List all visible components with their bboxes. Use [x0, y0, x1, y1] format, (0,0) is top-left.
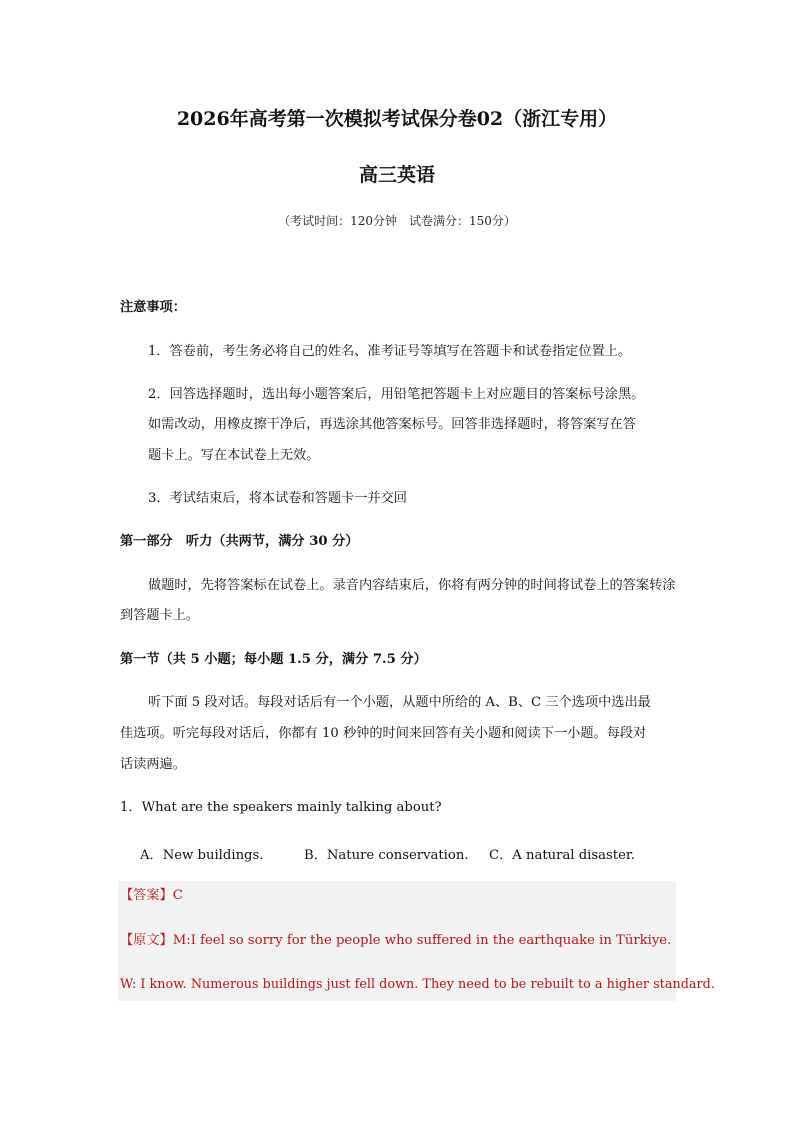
- question-1-option-a: A．New buildings.: [140, 848, 264, 863]
- notice-item-1: 1．答卷前，考生务必将自己的姓名、准考证号等填写在答题卡和试卷指定位置上。: [148, 344, 632, 359]
- question-1-option-c: C．A natural disaster.: [489, 848, 635, 863]
- section1-instruction-line-2: 佳选项。听完每段对话后，你都有 10 秒钟的时间来回答有关小题和阅读下一小题。每段对: [120, 726, 647, 741]
- section1-instruction-line-1: 听下面 5 段对话。每段对话后有一个小题，从题中所给的 A、B、C 三个选项中选出最: [148, 695, 651, 710]
- section1-instruction-line-3: 话读两遍。: [120, 757, 186, 772]
- exam-title: 2026年高考第一次模拟考试保分卷02（浙江专用）: [176, 108, 618, 130]
- transcript-line-w: W: I know. Numerous buildings just fell down. They need to be rebuilt to a higher standard.: [120, 977, 715, 992]
- notice-item-2-line-1: 2．回答选择题时，选出每小题答案后，用铅笔把答题卡上对应题目的答案标号涂黑。: [148, 387, 645, 402]
- notice-item-2-line-2: 如需改动，用橡皮擦干净后，再选涂其他答案标号。回答非选择题时，将答案写在答: [148, 417, 636, 432]
- answer-value: C: [172, 888, 183, 903]
- notice-item-2-line-3: 题卡上。写在本试卷上无效。: [148, 448, 320, 463]
- question-1-stem: 1．What are the speakers mainly talking about?: [120, 800, 442, 815]
- exam-subject: 高三英语: [358, 164, 435, 186]
- answer-label: 【答案】: [120, 888, 173, 903]
- part1-heading: 第一部分 听力（共两节，满分 30 分）: [120, 534, 359, 549]
- transcript-m: M:I feel so sorry for the people who suffered in the earthquake in Türkiye.: [172, 933, 672, 948]
- part1-instruction-line-1: 做题时，先将答案标在试卷上。录音内容结束后，你将有两分钟的时间将试卷上的答案转涂: [148, 578, 676, 593]
- question-1-option-b: B．Nature conservation.: [304, 848, 469, 863]
- exam-info: （考试时间：120分钟 试卷满分：150分）: [278, 214, 516, 228]
- section1-heading: 第一节（共 5 小题；每小题 1.5 分，满分 7.5 分）: [120, 652, 427, 667]
- answer-line: [120, 887, 183, 905]
- notice-item-3: 3．考试结束后，将本试卷和答题卡一并交回: [148, 491, 407, 506]
- transcript-line-m: [120, 932, 671, 950]
- transcript-label: 【原文】: [120, 933, 173, 948]
- notice-heading: 注意事项：: [120, 300, 186, 315]
- part1-instruction-line-2: 到答题卡上。: [120, 608, 200, 623]
